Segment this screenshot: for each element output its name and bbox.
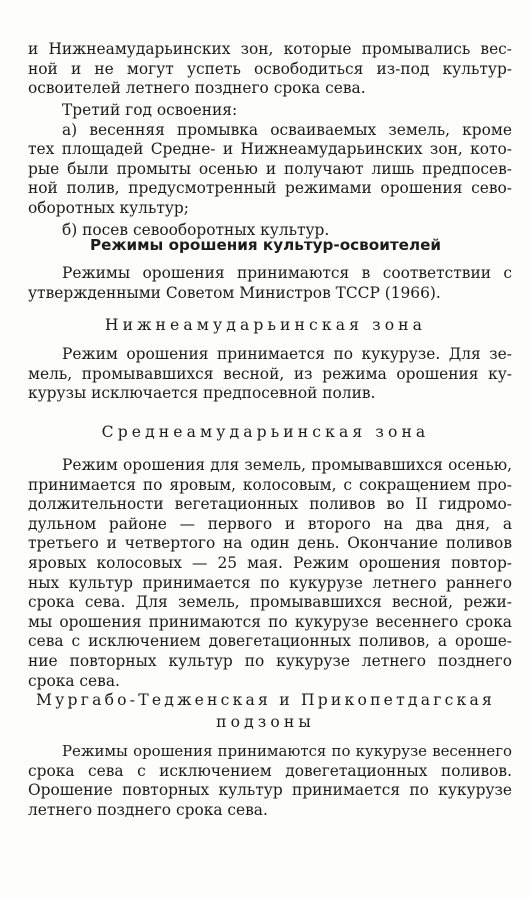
text-line: курузы исключается предпосевной полив. bbox=[28, 384, 376, 403]
text-line: ной и не могут успеть освободиться из-под культур- bbox=[28, 59, 512, 78]
text-line: сева с исключением довегетационных поливов, а ороше- bbox=[28, 632, 512, 651]
text-line: срока сева. Для земель, промывавшихся весной, режи- bbox=[28, 593, 512, 612]
regimes-paragraph bbox=[28, 264, 512, 303]
intro-paragraph bbox=[28, 40, 512, 99]
text-line: срока сева. bbox=[28, 671, 120, 690]
text-line: мель, промывавшихся весной, из режима орошения ку- bbox=[28, 364, 512, 383]
list-item-a-line: ной полив, предусмотренный режимами орошения сево- bbox=[28, 179, 512, 198]
zone-heading: Мургабо-Теджeнская и Прикопетдагская bbox=[36, 691, 495, 709]
text-line: Режим орошения для земель, промывавшихся осенью, bbox=[62, 456, 512, 474]
middle-zone-paragraph bbox=[28, 456, 512, 691]
third-year-heading: Третий год освоения: bbox=[62, 101, 238, 119]
list-item-b: б) посев севооборотных культур. bbox=[62, 220, 330, 239]
lower-zone-paragraph bbox=[28, 345, 512, 404]
text-line: утвержденными Советом Министров ТССР (1966). bbox=[28, 283, 441, 302]
zone-heading: Нижнеамударьинская зона bbox=[104, 316, 427, 334]
text-line: срока сева с исключением довегетационных поливов. bbox=[28, 761, 512, 780]
text-line: Режим орошения принимается по кукурузе. Для зе- bbox=[62, 345, 512, 363]
text-line: ние повторных культур по кукурузе летнего позднего bbox=[28, 651, 512, 670]
third-year-section bbox=[28, 101, 512, 240]
text-line: Режимы орошения принимаются по кукурузе весеннего bbox=[62, 742, 512, 760]
text-line: должительности вегетационных поливов во II гидромо- bbox=[28, 495, 512, 514]
text-line: третьего и четвертого на один день. Окончание поливов bbox=[28, 534, 512, 553]
text-line: освоителей летнего позднего срока сева. bbox=[28, 79, 366, 98]
text-line: ных культур принимается по кукурузе летнего раннего bbox=[28, 573, 512, 592]
text-line: дульном районе — первого и второго на два дня, а bbox=[28, 514, 512, 533]
text-line: Орошение повторных культур принимается по кукурузе bbox=[28, 781, 512, 800]
list-item-a-line: тех площадей Средне- и Нижнеамударьинских зон, кото- bbox=[28, 140, 512, 159]
text-line: и Нижнеамударьинских зон, которые промывались вес- bbox=[28, 40, 512, 58]
text-line: яровых колосовых — 25 мая. Режим орошения повтор- bbox=[28, 553, 512, 572]
zone-heading: Среднеамударьинская зона bbox=[101, 423, 430, 441]
list-item-a-line: а) весенняя промывка осваиваемых земель, кроме bbox=[62, 120, 512, 139]
text-line: принимается по яровым, колосовым, с сокращением про- bbox=[28, 475, 512, 494]
section-heading: Режимы орошения культур-освоителей bbox=[89, 236, 442, 254]
text-line: летнего позднего срока сева. bbox=[28, 800, 268, 819]
zone-heading-line2: подзоны bbox=[216, 713, 315, 731]
murgab-zone-paragraph bbox=[28, 742, 512, 820]
text-line: Режимы орошения принимаются в соответствии с bbox=[62, 264, 512, 282]
list-item-a-line: оборотных культур; bbox=[28, 198, 189, 217]
list-item-a-line: рые были промыты осенью и получают лишь предпосев- bbox=[28, 159, 512, 178]
text-line: мы орошения принимаются по кукурузе весеннего срока bbox=[28, 612, 512, 631]
